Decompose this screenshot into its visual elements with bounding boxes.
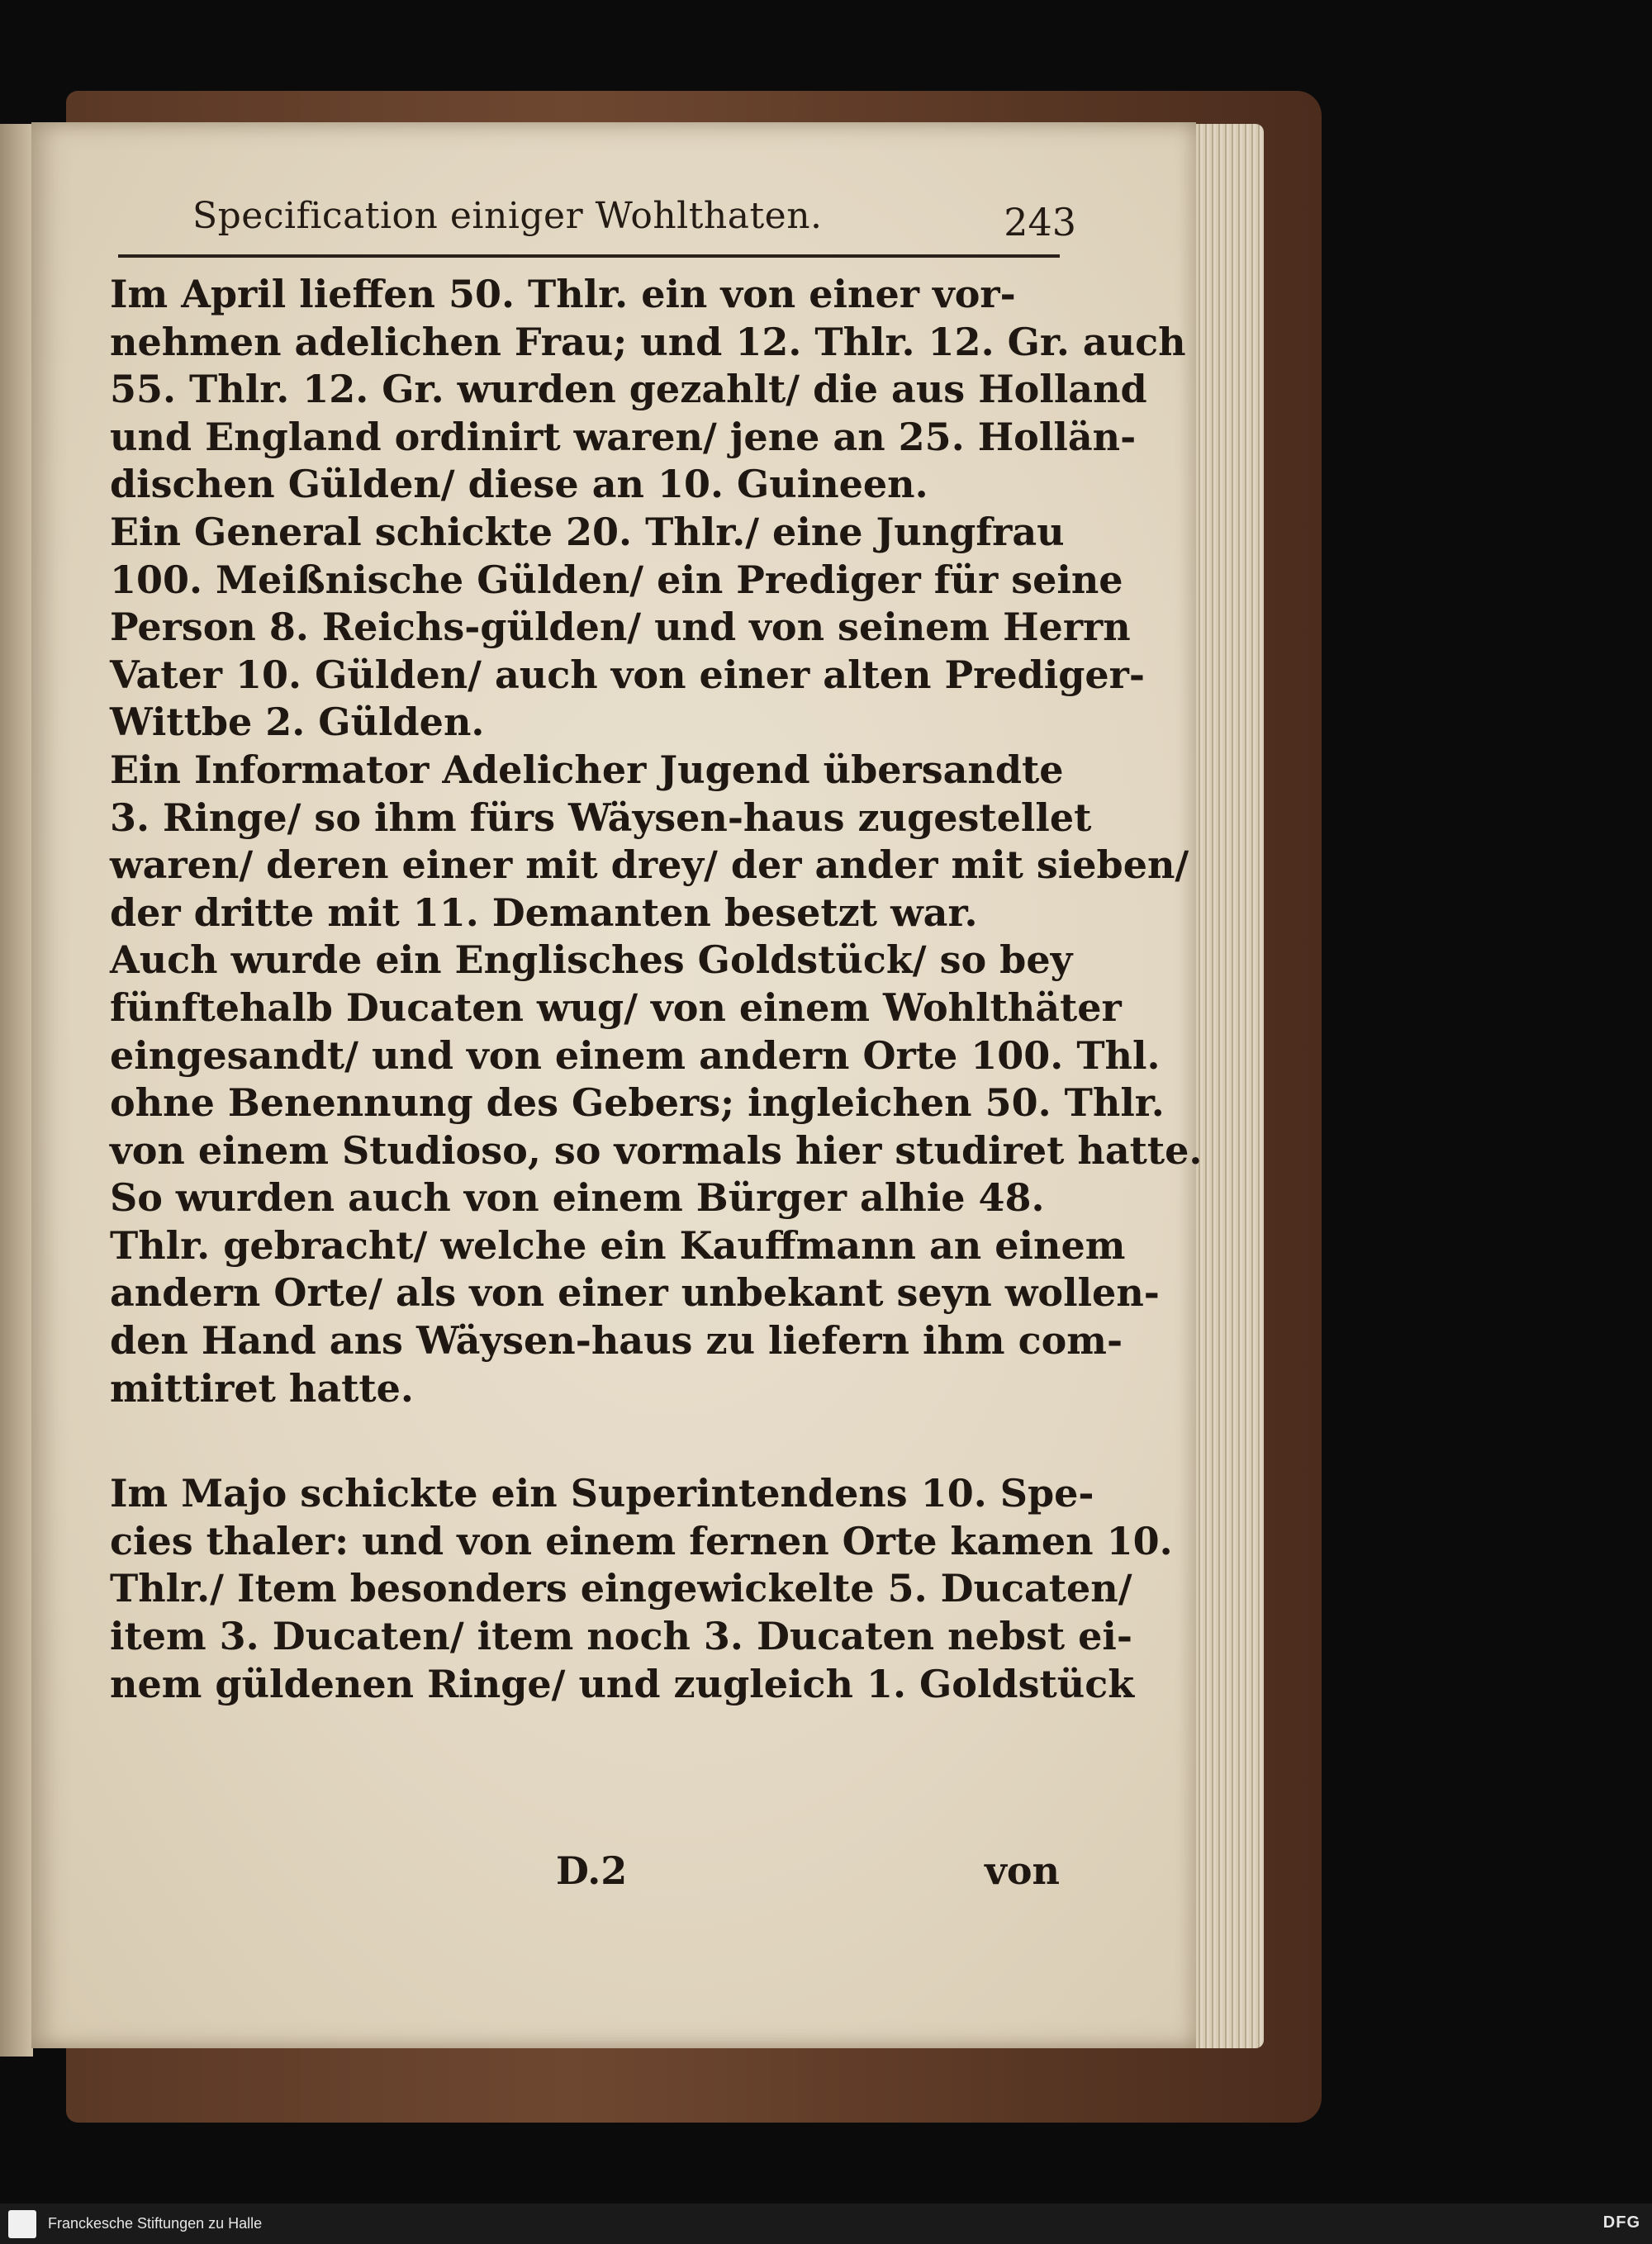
text-line: nem güldenen Ringe/ und zugleich 1. Goldstück — [110, 1661, 1135, 1706]
text-line: dischen Gülden/ diese an 10. Guineen. — [110, 462, 928, 507]
text-line: andern Orte/ als von einer unbekant seyn wollen- — [110, 1270, 1160, 1316]
body-text — [110, 271, 1203, 1708]
page-footer — [110, 1848, 1060, 1898]
institution-logo-icon — [8, 2210, 36, 2238]
text-line: Vater 10. Gülden/ auch von einer alten Prediger- — [110, 652, 1146, 697]
text-line: der dritte mit 11. Demanten besetzt war. — [110, 890, 978, 935]
paragraph — [110, 1470, 1173, 1708]
signature-mark: D.2 — [556, 1848, 628, 1893]
section-gap — [110, 1412, 1060, 1470]
text-line: eingesandt/ und von einem andern Orte 100. Thl. — [110, 1032, 1161, 1078]
text-line: cies thaler: und von einem fernen Orte kamen 10. — [110, 1518, 1173, 1563]
owner-label: Franckesche Stiftungen zu Halle — [48, 2215, 263, 2232]
running-title: Specification einiger Wohlthaten. — [192, 195, 823, 237]
catchword: von — [985, 1848, 1060, 1893]
text-line: Ein Informator Adelicher Jugend übersandte — [110, 747, 1064, 792]
text-line: den Hand ans Wäysen-haus zu liefern ihm com- — [110, 1318, 1123, 1364]
viewer-footer-bar — [0, 2204, 1652, 2244]
text-line: 3. Ringe/ so ihm fürs Wäysen-haus zugestellet — [110, 795, 1092, 840]
running-header — [118, 195, 1076, 261]
page-edges — [1189, 124, 1264, 2048]
text-line: nehmen adelichen Frau; und 12. Thlr. 12. Gr. auch — [110, 319, 1186, 364]
book-page — [31, 122, 1203, 2048]
text-line: und England ordinirt waren/ jene an 25. Hollän- — [110, 414, 1137, 459]
text-line: Wittbe 2. Gülden. — [110, 700, 485, 745]
paragraph — [110, 271, 1186, 509]
paragraph — [110, 747, 1189, 937]
paragraph — [110, 1174, 1160, 1412]
text-line: Thlr./ Item besonders eingewickelte 5. Ducaten/ — [110, 1566, 1132, 1611]
text-line: Ein General schickte 20. Thlr./ eine Jungfrau — [110, 509, 1065, 554]
text-line: fünftehalb Ducaten wug/ von einem Wohlthäter — [110, 984, 1122, 1030]
text-line: Person 8. Reichs-gülden/ und von seinem Herrn — [110, 605, 1131, 650]
text-line: Auch wurde ein Englisches Goldstück/ so bey — [110, 937, 1073, 983]
text-line: mittiret hatte. — [110, 1365, 414, 1411]
header-rule — [118, 254, 1060, 258]
left-page-edge — [0, 124, 33, 2057]
text-line: Thlr. gebracht/ welche ein Kauffmann an einem — [110, 1222, 1126, 1268]
text-line: So wurden auch von einem Bürger alhie 48. — [110, 1175, 1045, 1221]
text-line: item 3. Ducaten/ item noch 3. Ducaten nebst ei- — [110, 1614, 1132, 1659]
text-line: 100. Meißnische Gülden/ ein Prediger für seine — [110, 557, 1123, 602]
page-number: 243 — [1004, 200, 1076, 244]
paragraph — [110, 509, 1146, 747]
text-line: 55. Thlr. 12. Gr. wurden gezahlt/ die aus Holland — [110, 367, 1147, 412]
text-line: Im April lieffen 50. Thlr. ein von einer vor- — [110, 272, 1016, 316]
paragraph — [110, 937, 1203, 1174]
dfg-label: DFG — [1602, 2213, 1640, 2232]
text-line: waren/ deren einer mit drey/ der ander mit sieben/ — [110, 842, 1189, 888]
text-line: Im Majo schickte ein Superintendens 10. Spe- — [110, 1471, 1094, 1516]
text-line: von einem Studioso, so vormals hier studiret hatte. — [110, 1127, 1203, 1173]
text-line: ohne Benennung des Gebers; ingleichen 50. Thlr. — [110, 1080, 1165, 1126]
